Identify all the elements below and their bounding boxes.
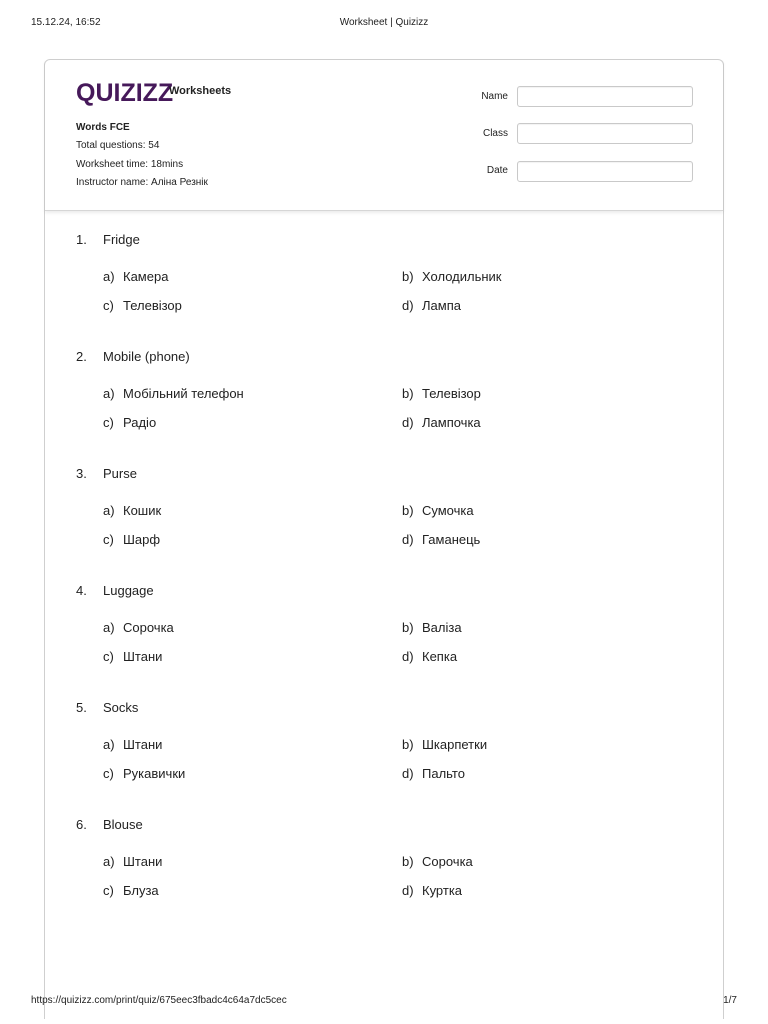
question-number: 3. (76, 466, 87, 481)
option-letter: a) (103, 269, 115, 284)
total-questions: Total questions: 54 (76, 140, 160, 152)
option-letter: d) (402, 766, 414, 781)
worksheet-header (45, 60, 723, 211)
option-text: Штани (123, 649, 163, 664)
print-footer (31, 995, 737, 1009)
question-list (76, 232, 696, 934)
question-number: 2. (76, 349, 87, 364)
option-letter: a) (103, 386, 115, 401)
question-text: Socks (103, 700, 139, 715)
answer-option (103, 737, 162, 752)
worksheet-meta (76, 119, 208, 192)
quizizz-logo: QUIZIZZ (76, 79, 174, 107)
answer-option (103, 386, 244, 401)
logo-subtitle: Worksheets (169, 85, 232, 97)
option-text: Валіза (422, 620, 462, 635)
worksheet-time: Worksheet time: 18mins (76, 158, 184, 170)
answer-option (402, 854, 473, 869)
option-letter: a) (103, 503, 115, 518)
answer-option (402, 269, 501, 284)
date-field[interactable] (517, 161, 693, 182)
option-letter: a) (103, 620, 115, 635)
option-letter: b) (402, 503, 414, 518)
question-title (76, 232, 140, 247)
option-letter: b) (402, 620, 414, 635)
answer-option (402, 620, 462, 635)
question-item (76, 700, 696, 817)
page-number: 1/7 (723, 995, 737, 1006)
option-text: Холодильник (422, 269, 502, 284)
option-text: Шарф (123, 532, 161, 547)
option-letter: b) (402, 386, 414, 401)
option-text: Штани (123, 737, 163, 752)
option-letter: c) (103, 883, 114, 898)
print-header (31, 17, 737, 31)
question-text: Mobile (phone) (103, 349, 190, 364)
option-letter: c) (103, 532, 114, 547)
print-timestamp: 15.12.24, 16:52 (31, 17, 101, 28)
question-title (76, 349, 190, 364)
option-text: Гаманець (422, 532, 481, 547)
option-text: Сумочка (422, 503, 474, 518)
option-letter: a) (103, 737, 115, 752)
answer-option (103, 503, 161, 518)
answer-option (103, 532, 160, 547)
instructor-name: Instructor name: Аліна Резнік (76, 176, 208, 188)
option-letter: d) (402, 883, 414, 898)
question-text: Fridge (103, 232, 140, 247)
question-number: 5. (76, 700, 87, 715)
answer-option (103, 415, 156, 430)
answer-option (402, 766, 465, 781)
question-text: Blouse (103, 817, 143, 832)
option-text: Рукавички (123, 766, 186, 781)
class-label: Class (482, 128, 508, 139)
question-number: 6. (76, 817, 87, 832)
answer-option (103, 649, 162, 664)
print-title: Worksheet | Quizizz (339, 17, 429, 28)
question-text: Purse (103, 466, 137, 481)
option-text: Пальто (422, 766, 465, 781)
answer-option (103, 269, 168, 284)
option-text: Мобільний телефон (123, 386, 244, 401)
question-item (76, 583, 696, 700)
worksheet-name: Words FCE (76, 122, 130, 133)
option-text: Сорочка (123, 620, 174, 635)
answer-option (103, 766, 185, 781)
option-letter: a) (103, 854, 115, 869)
option-letter: c) (103, 649, 114, 664)
option-text: Камера (123, 269, 169, 284)
question-item (76, 817, 696, 934)
question-item (76, 232, 696, 349)
answer-option (402, 532, 480, 547)
answer-option (103, 883, 159, 898)
question-number: 1. (76, 232, 87, 247)
question-number: 4. (76, 583, 87, 598)
option-letter: d) (402, 298, 414, 313)
option-letter: d) (402, 415, 414, 430)
option-letter: b) (402, 854, 414, 869)
print-url: https://quizizz.com/print/quiz/675eec3fbadc4c64a7dc5cec (31, 995, 287, 1006)
option-letter: c) (103, 298, 114, 313)
option-text: Кепка (422, 649, 458, 664)
answer-option (402, 503, 474, 518)
answer-option (402, 649, 457, 664)
question-title (76, 583, 154, 598)
option-text: Кошик (123, 503, 162, 518)
option-text: Сорочка (422, 854, 473, 869)
option-text: Радіо (123, 415, 157, 430)
option-text: Лампа (422, 298, 461, 313)
answer-option (103, 298, 182, 313)
question-item (76, 466, 696, 583)
name-label: Name (481, 91, 508, 102)
answer-option (402, 298, 461, 313)
question-title (76, 700, 138, 715)
answer-option (402, 386, 481, 401)
answer-option (103, 620, 174, 635)
option-letter: c) (103, 766, 114, 781)
question-title (76, 817, 143, 832)
question-title (76, 466, 137, 481)
option-text: Лампочка (422, 415, 481, 430)
option-letter: d) (402, 532, 414, 547)
option-text: Куртка (422, 883, 463, 898)
name-field[interactable] (517, 86, 693, 107)
question-item (76, 349, 696, 466)
class-field[interactable] (517, 123, 693, 144)
option-letter: b) (402, 269, 414, 284)
option-text: Блуза (123, 883, 159, 898)
option-text: Штани (123, 854, 163, 869)
answer-option (402, 737, 487, 752)
option-letter: d) (402, 649, 414, 664)
worksheet-card (44, 59, 724, 1019)
option-text: Шкарпетки (422, 737, 488, 752)
answer-option (402, 883, 462, 898)
option-text: Телевізор (422, 386, 481, 401)
answer-option (103, 854, 162, 869)
answer-option (402, 415, 481, 430)
question-text: Luggage (103, 583, 154, 598)
option-letter: c) (103, 415, 114, 430)
option-letter: b) (402, 737, 414, 752)
date-label: Date (486, 165, 508, 176)
option-text: Телевізор (123, 298, 182, 313)
